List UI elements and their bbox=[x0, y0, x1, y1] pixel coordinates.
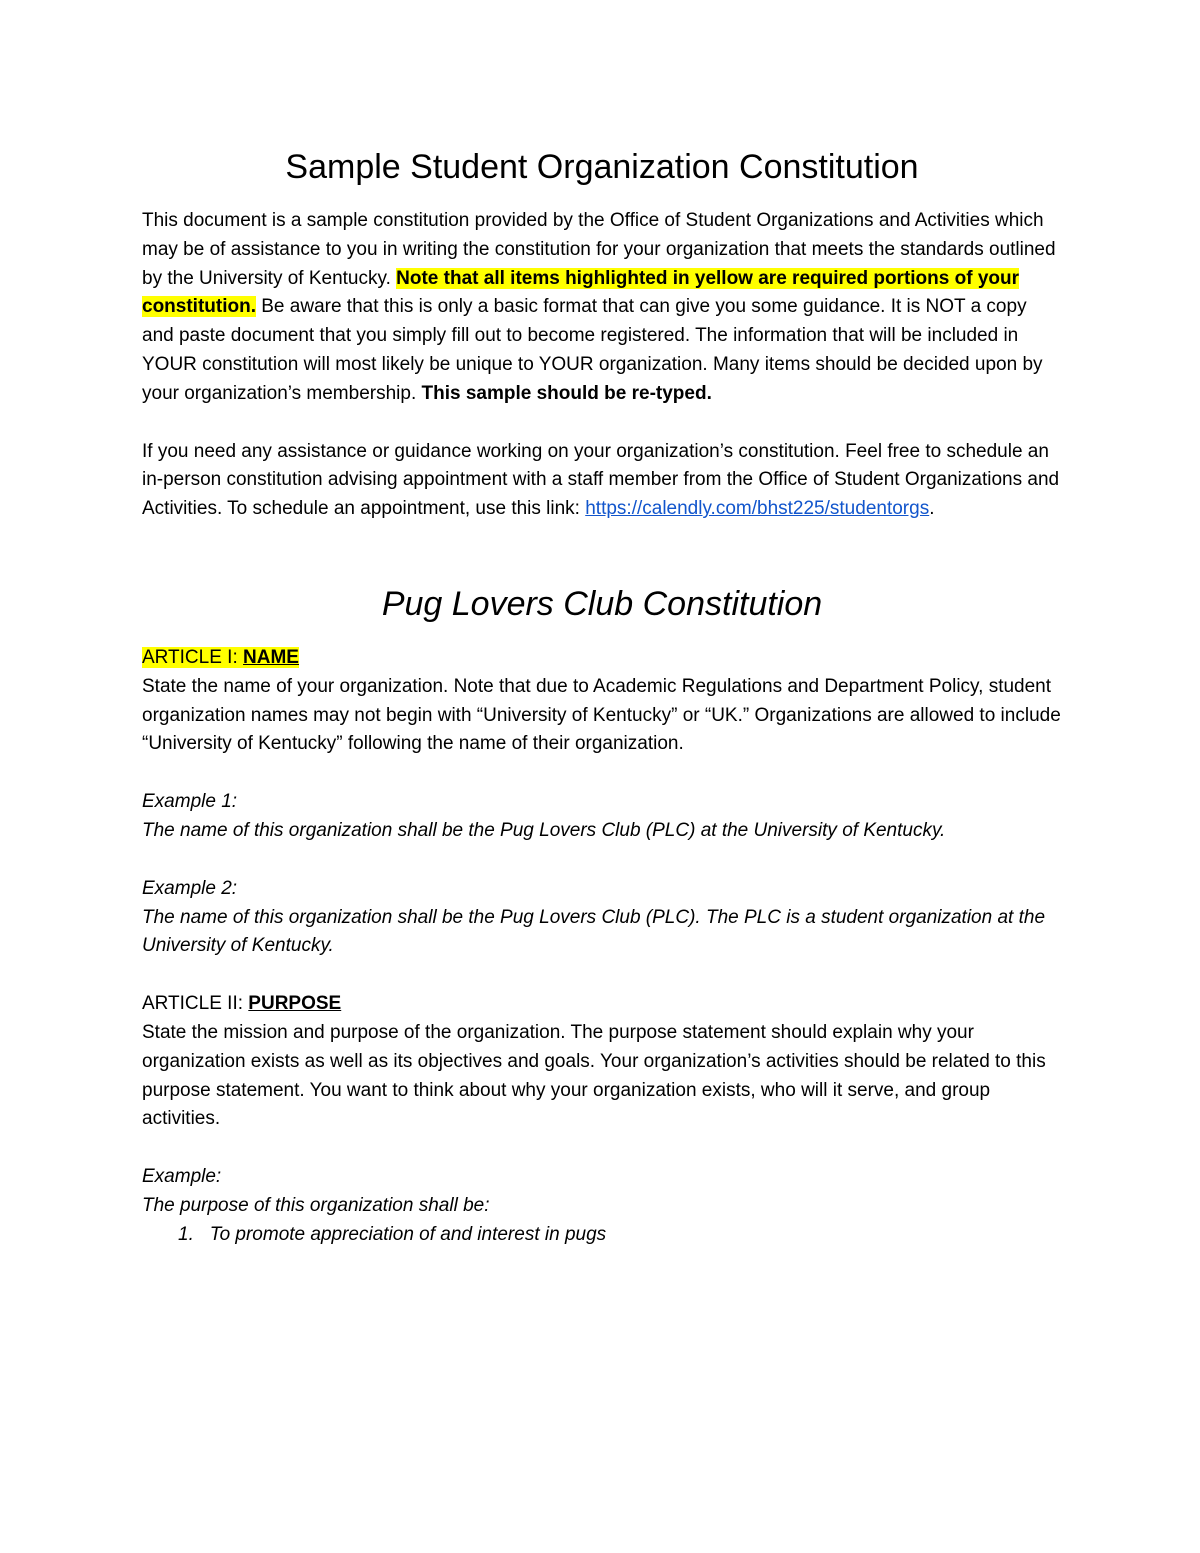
example-2-text: The name of this organization shall be the Pug Lovers Club (PLC). The PLC is a student organization at the University of Kentucky. bbox=[142, 906, 1046, 957]
constitution-title: Pug Lovers Club Constitution bbox=[381, 584, 823, 623]
intro-text: This document is a sample constitution provided by the Office of Student Organizations and Activities which may be of assistance to you in writing the constitution for your organization that meets the standards outlined by the University of Kentucky. bbox=[142, 210, 1056, 289]
article-1-instructions: State the name of your organization. Note that due to Academic Regulations and Department Policy, student organization names may not begin with “University of Kentucky” or “UK.” Organizations are allowed to include “University of Kentucky” following the name of their organization. bbox=[142, 675, 1061, 755]
assistance-paragraph: If you need any assistance or guidance working on your organization’s constitution. Feel free to schedule an in-person constitution advising appointment with a staff member from the Office of Student Organizations and Activities. To schedule an appointment, use this link: https://calendly.com/bhst225/studentorgs. bbox=[142, 440, 1060, 520]
example-2-label: Example 2: bbox=[142, 877, 238, 899]
article-2-label: ARTICLE II: bbox=[142, 993, 249, 1015]
purpose-example-intro: The purpose of this organization shall be: bbox=[142, 1194, 490, 1216]
list-item bbox=[142, 1221, 1062, 1250]
intro-text-continued: Be aware that this is only a basic format that can give you some guidance. It is NOT a copy and paste document that you simply fill out to become registered. The information that will be included in YOUR constitution will most likely be unique to YOUR organization. Many items should be decided upon by your organization’s membership. bbox=[142, 296, 1043, 404]
article-2-name: PURPOSE bbox=[248, 993, 342, 1015]
article-1-label: ARTICLE I: bbox=[142, 646, 244, 668]
article-2-heading bbox=[142, 990, 1062, 1019]
document-title: Sample Student Organization Constitution bbox=[285, 148, 919, 186]
document-content bbox=[142, 145, 1062, 1250]
article-1-name: NAME bbox=[243, 646, 299, 668]
article-1-heading bbox=[142, 644, 1062, 673]
retype-note: This sample should be re-typed. bbox=[421, 382, 712, 404]
assistance-text: If you need any assistance or guidance working on your organization’s constitution. Feel free to schedule an in-person constitution advising appointment with a staff member from the Office of Student Organizations and Activities. To schedule an appointment, use this link: bbox=[142, 440, 1060, 520]
purpose-example-label: Example: bbox=[142, 1166, 222, 1188]
required-highlight-note: Note that all items highlighted in yellow are required portions of your constitution. bbox=[142, 267, 1019, 318]
example-1-label: Example 1: bbox=[142, 791, 238, 813]
list-item-text: To promote appreciation of and interest in pugs bbox=[209, 1223, 607, 1245]
example-1-text: The name of this organization shall be the Pug Lovers Club (PLC) at the University of Kentucky. bbox=[142, 819, 946, 841]
intro-paragraph bbox=[142, 207, 1062, 409]
calendly-link[interactable]: https://calendly.com/bhst225/studentorgs bbox=[585, 498, 930, 520]
list-item-number: 1. bbox=[178, 1223, 194, 1245]
article-2-instructions: State the mission and purpose of the organization. The purpose statement should explain why your organization exists as well as its objectives and goals. Your organization’s activities should be related to this purpose statement. You want to think about why your organization exists, who will it serve, and group activities. bbox=[142, 1021, 1046, 1130]
